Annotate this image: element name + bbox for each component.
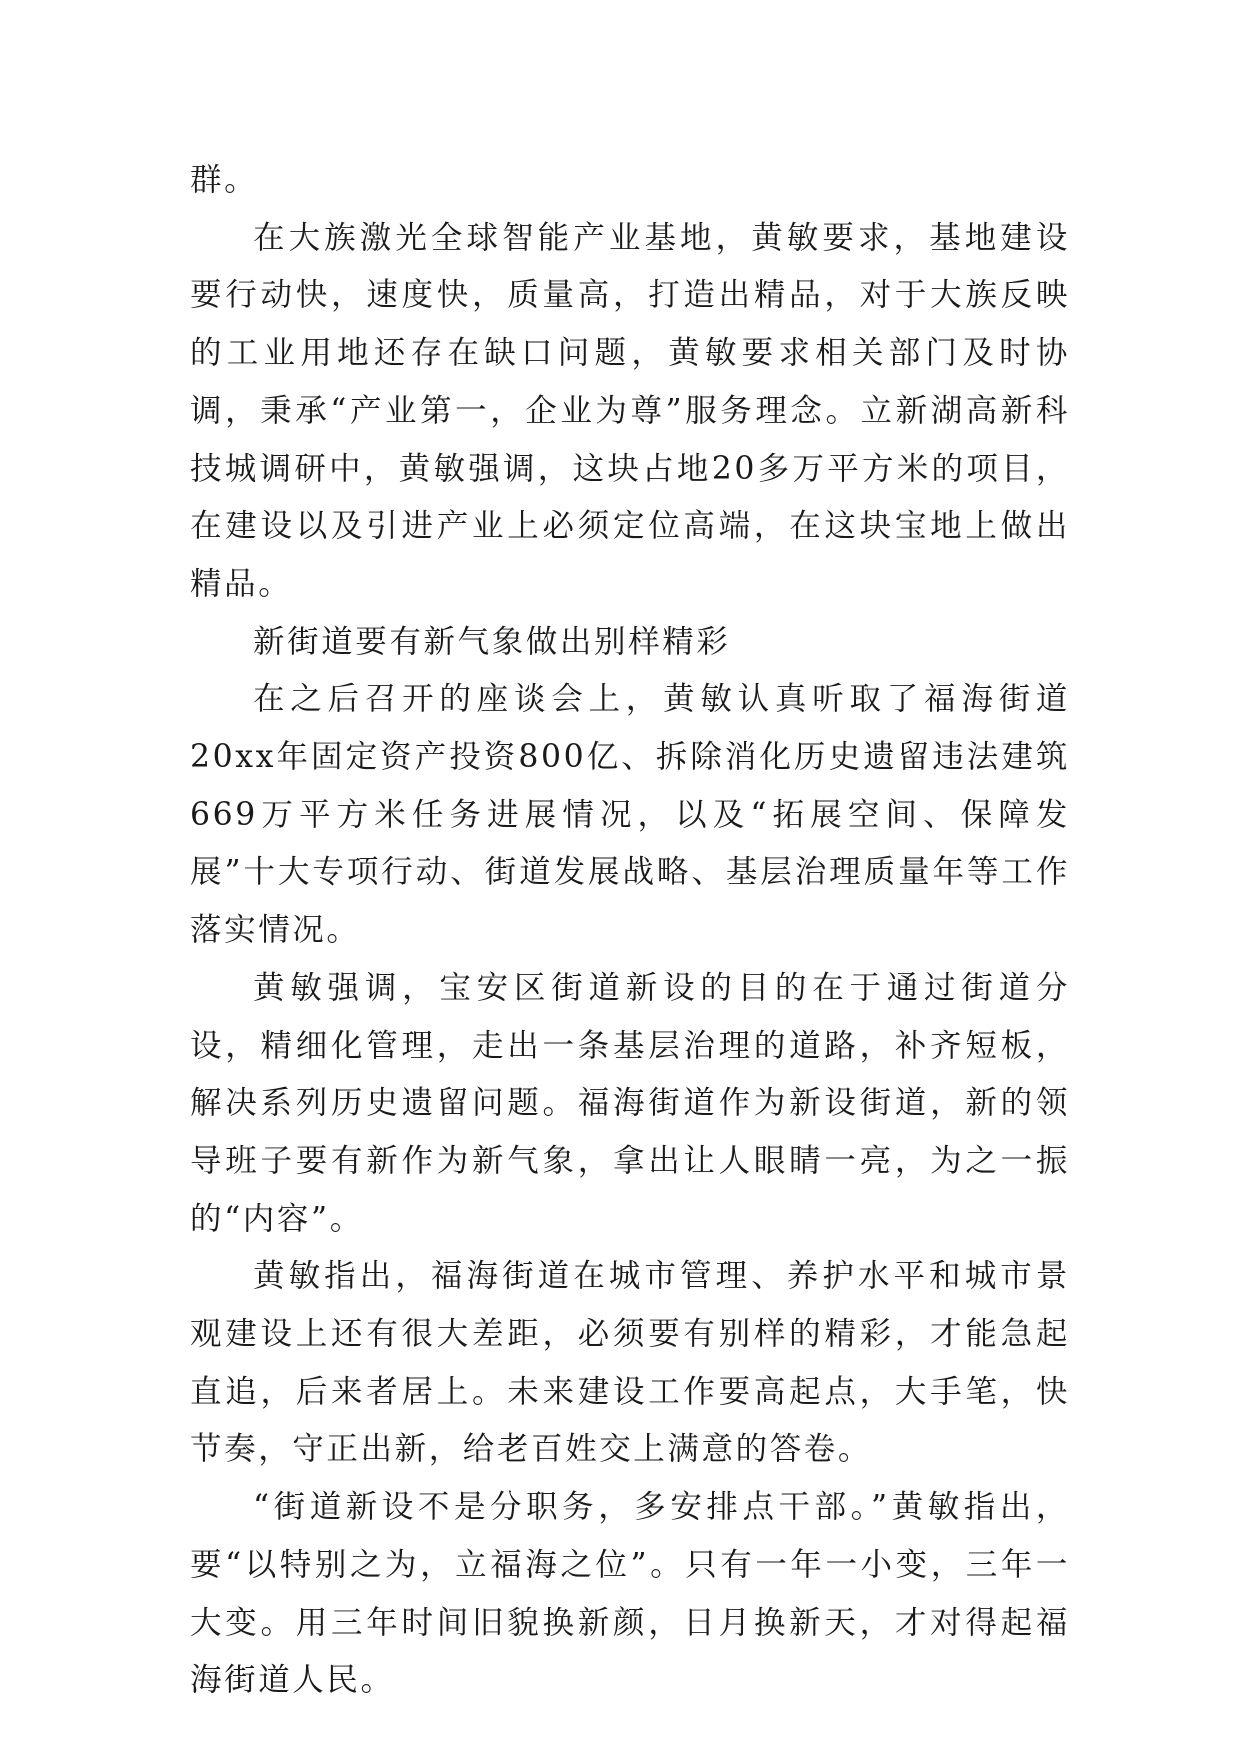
- section-heading: 新街道要有新气象做出别样精彩: [253, 623, 731, 660]
- body-text: [190, 152, 1070, 1710]
- paragraph-5: 黄敏指出，福海街道在城市管理、养护水平和城市景观建设上还有很大差距，必须要有别样的精彩，才能急起直追，后来者居上。未来建设工作要高起点，大手笔，快节奏，守正出新，给老百姓交上满意的答卷。: [190, 1258, 1070, 1468]
- paragraph-4: 黄敏强调，宝安区街道新设的目的在于通过街道分设，精细化管理，走出一条基层治理的道路，补齐短板，解决系列历史遗留问题。福海街道作为新设街道，新的领导班子要有新作为新气象，拿出让人眼睛一亮，为之一振的“内容”。: [190, 969, 1070, 1237]
- paragraph-2: 在大族激光全球智能产业基地，黄敏要求，基地建设要行动快，速度快，质量高，打造出精品，对于大族反映的工业用地还存在缺口问题，黄敏要求相关部门及时协调，秉承“产业第一，企业为尊”服务理念。立新湖高新科技城调研中，黄敏强调，这块占地20多万平方米的项目，在建设以及引进产业上必须定位高端，在这块宝地上做出精品。: [190, 219, 1070, 602]
- paragraph-6: “街道新设不是分职务，多安排点干部。”黄敏指出，要“以特别之为，立福海之位”。只有一年一小变，三年一大变。用三年时间旧貌换新颜，日月换新天，才对得起福海街道人民。: [190, 1489, 1070, 1699]
- paragraph-3: 在之后召开的座谈会上，黄敏认真听取了福海街道20xx年固定资产投资800亿、拆除消化历史遗留违法建筑669万平方米任务进展情况，以及“拓展空间、保障发展”十大专项行动、街道发展战略、基层治理质量年等工作落实情况。: [190, 681, 1070, 949]
- paragraph-1: 群。: [190, 162, 259, 198]
